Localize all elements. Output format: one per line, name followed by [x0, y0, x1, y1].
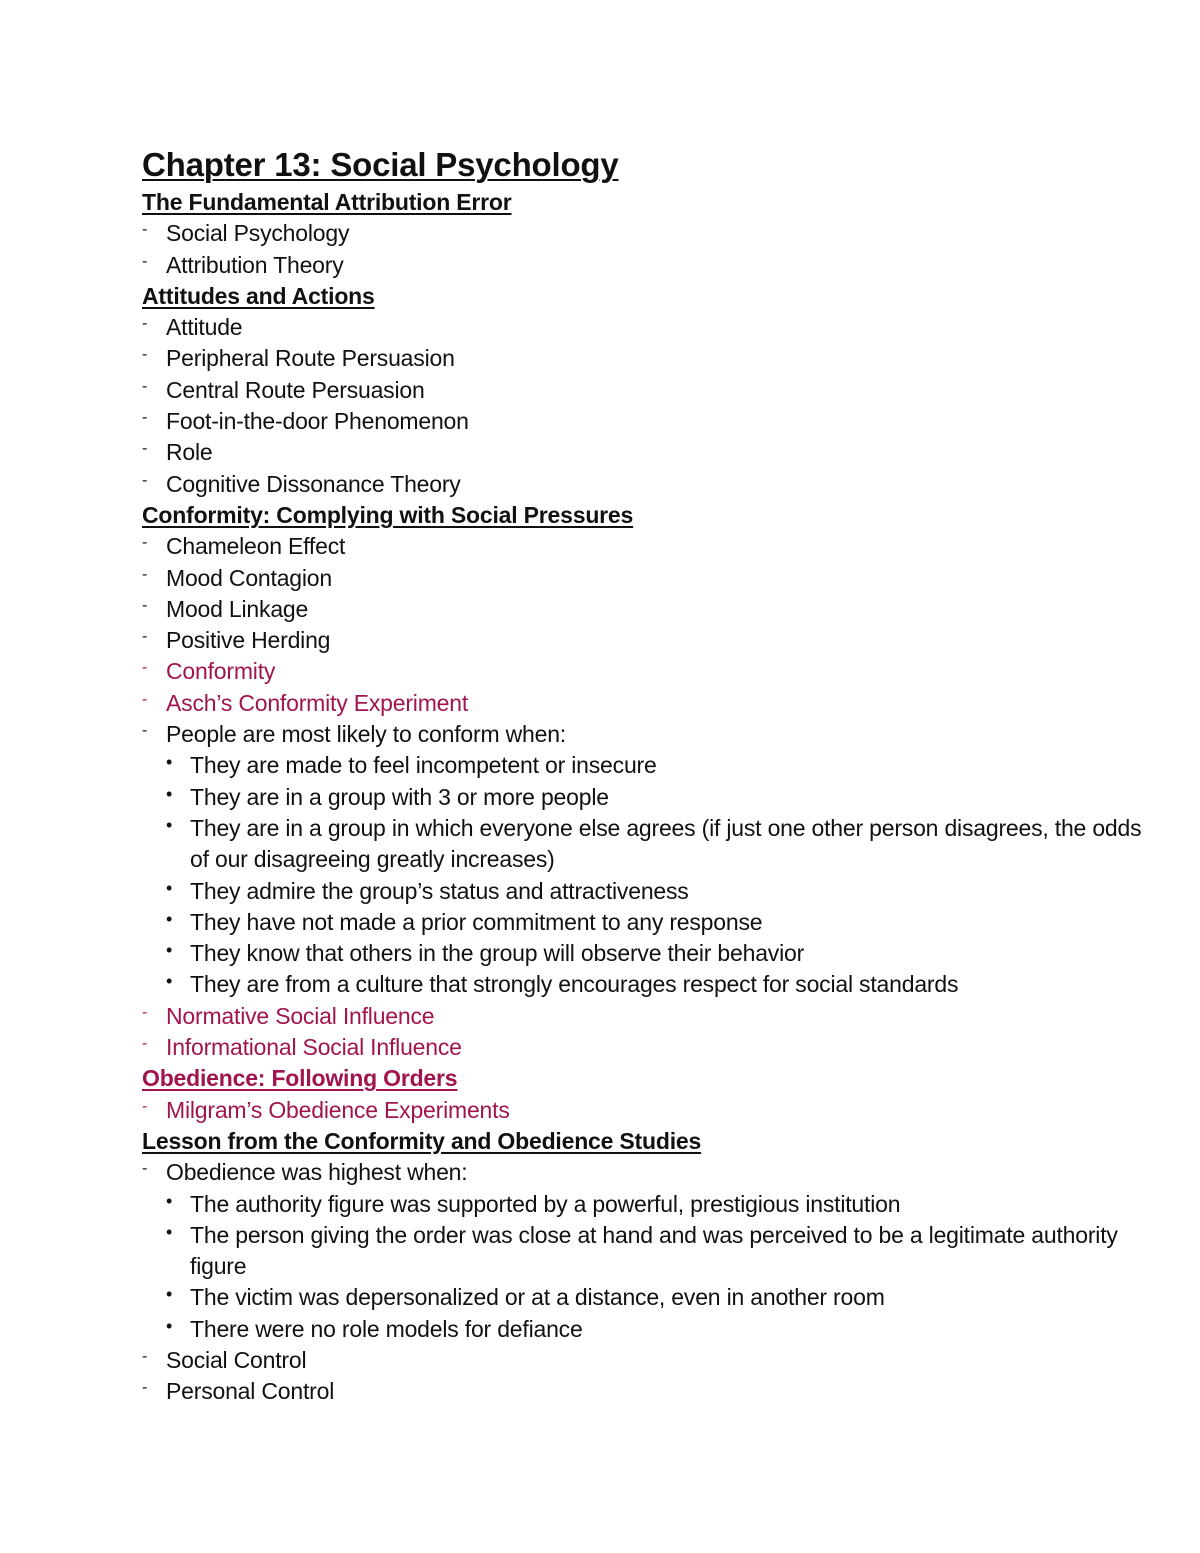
bullet-item: • They have not made a prior commitment to any response [166, 908, 763, 935]
bullet-item: • They are made to feel incompetent or insecure [166, 752, 657, 779]
list-item: - Attitude [142, 312, 1142, 343]
dash-glyph: - [142, 315, 148, 333]
dash-glyph: - [142, 1035, 148, 1053]
bullet-glyph: • [166, 877, 173, 898]
bullet-glyph: • [166, 1315, 173, 1336]
bullet-glyph: • [166, 940, 173, 961]
bullet-item: • The victim was depersonalized or at a distance, even in another room [166, 1284, 885, 1311]
dash-glyph: - [142, 1003, 148, 1021]
dash-glyph: - [142, 565, 148, 583]
list-item: - Chameleon Effect [142, 531, 1142, 562]
list-item: - Central Route Persuasion [142, 375, 1142, 406]
section-heading-obedience: Obedience: Following Orders [142, 1065, 458, 1092]
section-heading-conformity: Conformity: Complying with Social Pressures [142, 501, 634, 528]
bullet-glyph: • [166, 1221, 173, 1242]
dash-glyph: - [142, 377, 148, 395]
page-title: Chapter 13: Social Psychology [142, 146, 619, 183]
bullet-item: • There were no role models for defiance [166, 1315, 583, 1342]
list-item-highlighted: - Milgram’s Obedience Experiments [142, 1095, 1142, 1126]
dash-glyph: - [142, 596, 148, 614]
list-item: - Attribution Theory [142, 250, 1142, 281]
list-item-highlighted: - Normative Social Influence [142, 1001, 1142, 1032]
section-heading-fae: The Fundamental Attribution Error [142, 189, 512, 215]
bullet-item: • They admire the group’s status and attractiveness [166, 877, 689, 904]
list-item: - Personal Control [142, 1376, 1142, 1407]
bullet-glyph: • [166, 908, 173, 929]
dash-glyph: - [142, 409, 148, 427]
dash-glyph: - [142, 1379, 148, 1397]
bullet-item: • They are in a group in which everyone else agrees (if just one other person disagrees, the odds of our disagreeing greatly increases) [166, 814, 1142, 873]
bullet-item: • They are from a culture that strongly encourages respect for social standards [166, 971, 959, 998]
dash-glyph: - [142, 690, 148, 708]
list-item: - Role [142, 437, 1142, 468]
list-item-highlighted: - Asch’s Conformity Experiment [142, 688, 1142, 719]
bullet-item: • They are in a group with 3 or more people [166, 783, 609, 810]
dash-glyph: - [142, 628, 148, 646]
document-page [142, 143, 1142, 1408]
fae-list [142, 218, 1142, 281]
list-item: - Social Control [142, 1345, 1142, 1376]
dash-glyph: - [142, 346, 148, 364]
dash-glyph: - [142, 659, 148, 677]
list-item: - Mood Contagion [142, 563, 1142, 594]
list-item: - Peripheral Route Persuasion [142, 343, 1142, 374]
conformity-list [142, 531, 1142, 1063]
dash-glyph: - [142, 471, 148, 489]
bullet-glyph: • [166, 752, 173, 773]
list-item-highlighted: - Informational Social Influence [142, 1032, 1142, 1063]
dash-glyph: - [142, 1160, 148, 1178]
attitudes-list [142, 312, 1142, 500]
bullet-glyph: • [166, 783, 173, 804]
bullet-item: • The person giving the order was close at hand and was perceived to be a legitimate authority figure [166, 1221, 1118, 1280]
dash-glyph: - [142, 252, 148, 270]
list-item-highlighted: - Conformity [142, 656, 1142, 687]
section-heading-lesson: Lesson from the Conformity and Obedience Studies [142, 1127, 702, 1154]
list-item: - Social Psychology [142, 218, 1142, 249]
list-item: - Positive Herding [142, 625, 1142, 656]
list-item: - Cognitive Dissonance Theory [142, 469, 1142, 500]
list-item: - Foot-in-the-door Phenomenon [142, 406, 1142, 437]
list-item: - Mood Linkage [142, 594, 1142, 625]
bullet-glyph: • [166, 971, 173, 992]
bullet-glyph: • [166, 814, 173, 835]
bullet-glyph: • [166, 1284, 173, 1305]
obedience-list [142, 1095, 1142, 1126]
dash-glyph: - [142, 722, 148, 740]
bullet-item: • The authority figure was supported by a powerful, prestigious institution [166, 1190, 901, 1217]
dash-glyph: - [142, 221, 148, 239]
list-item: - People are most likely to conform when: [142, 719, 1142, 750]
dash-glyph: - [142, 534, 148, 552]
lesson-list [142, 1157, 1142, 1407]
list-item: - Obedience was highest when: [142, 1157, 1142, 1188]
dash-glyph: - [142, 440, 148, 458]
bullet-item: • They know that others in the group will observe their behavior [166, 940, 805, 967]
section-heading-attitudes: Attitudes and Actions [142, 282, 375, 309]
dash-glyph: - [142, 1097, 148, 1115]
dash-glyph: - [142, 1347, 148, 1365]
bullet-glyph: • [166, 1190, 173, 1211]
